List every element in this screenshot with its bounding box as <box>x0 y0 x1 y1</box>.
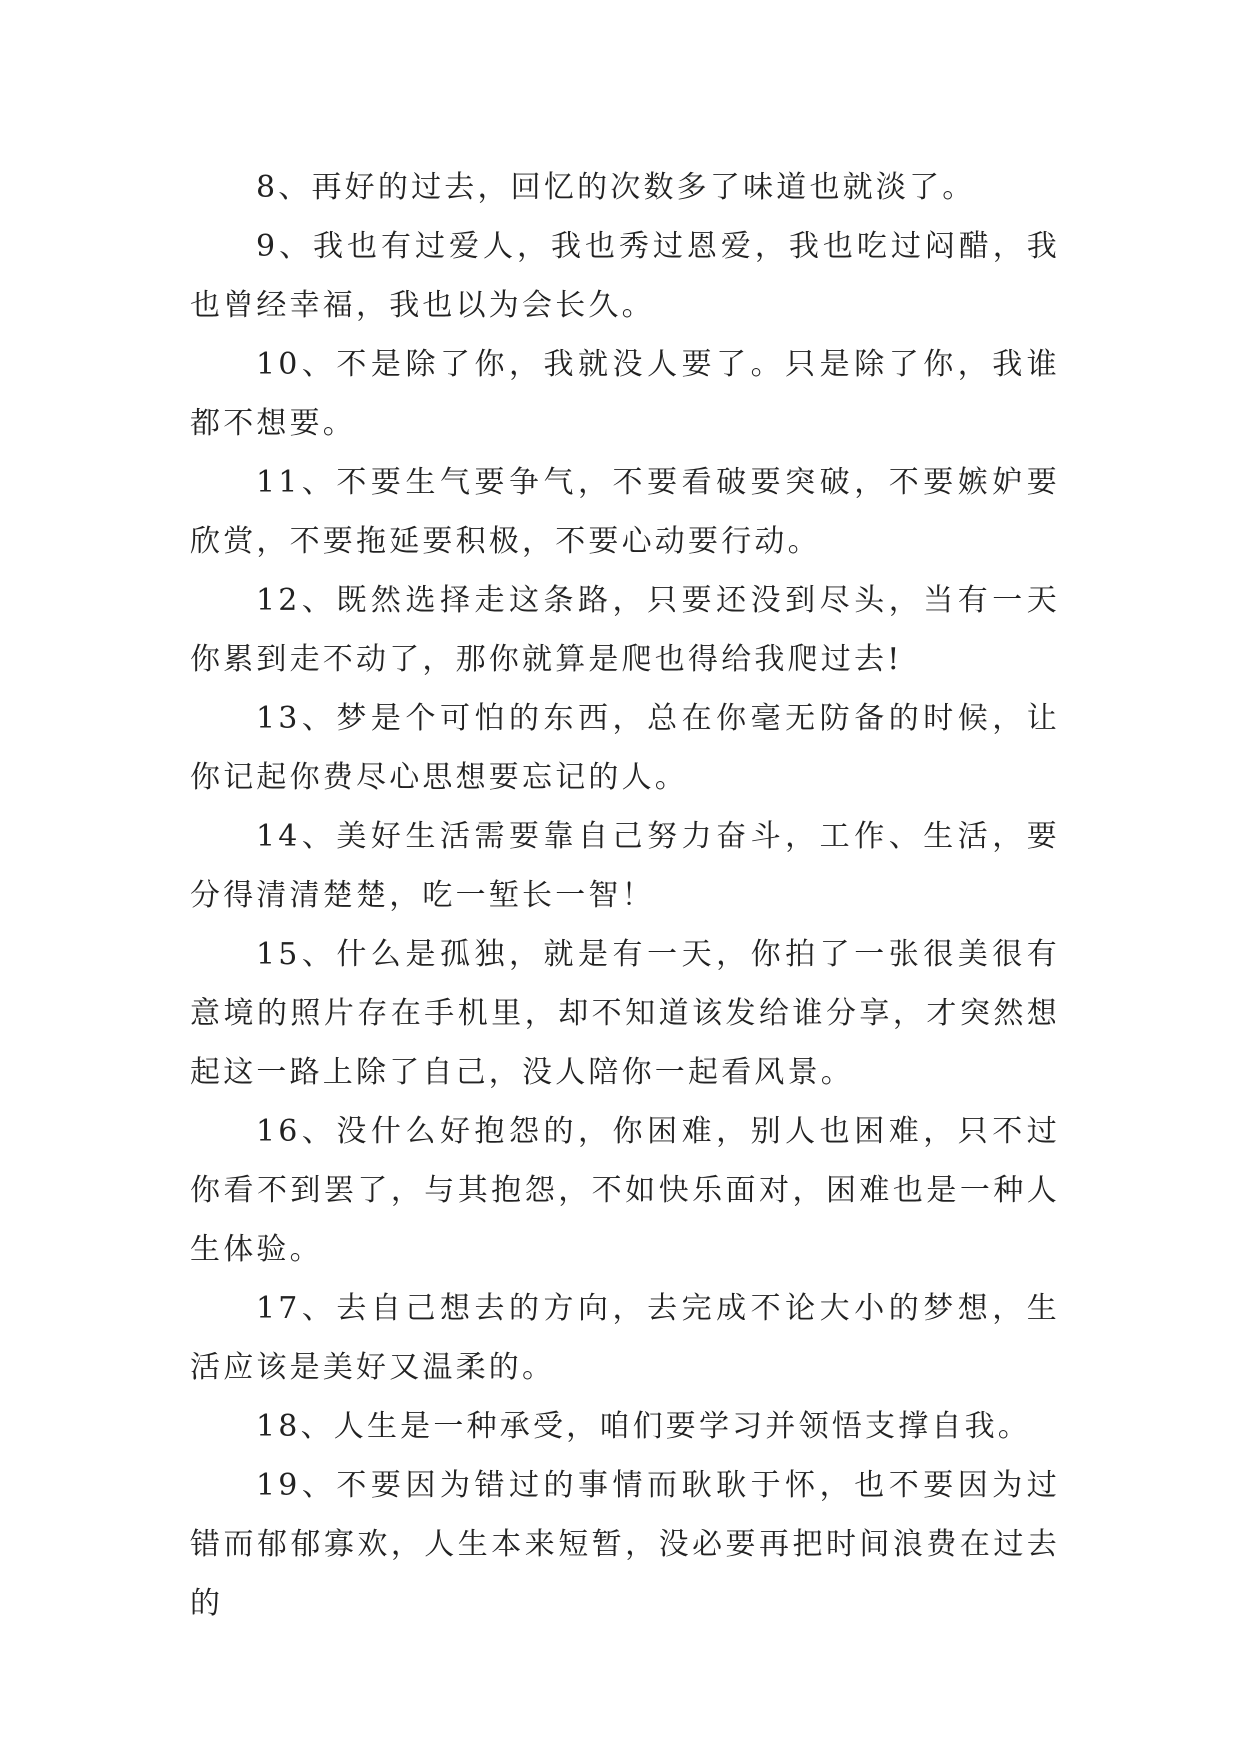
paragraph-17: 17、去自己想去的方向，去完成不论大小的梦想，生活应该是美好又温柔的。 <box>190 1291 1060 1385</box>
paragraph-19: 19、不要因为错过的事情而耿耿于怀，也不要因为过错而郁郁寡欢，人生本来短暂，没必要再把时间浪费在过去的 <box>190 1468 1060 1621</box>
paragraph-16: 16、没什么好抱怨的，你困难，别人也困难，只不过你看不到罢了，与其抱怨，不如快乐面对，困难也是一种人生体验。 <box>190 1114 1060 1267</box>
paragraph-13: 13、梦是个可怕的东西，总在你毫无防备的时候，让你记起你费尽心思想要忘记的人。 <box>190 701 1060 795</box>
paragraph-15: 15、什么是孤独，就是有一天，你拍了一张很美很有意境的照片存在手机里，却不知道该发给谁分享，才突然想起这一路上除了自己，没人陪你一起看风景。 <box>190 937 1060 1090</box>
paragraph-18: 18、人生是一种承受，咱们要学习并领悟支撑自我。 <box>256 1409 1031 1444</box>
paragraph-11: 11、不要生气要争气，不要看破要突破，不要嫉妒要欣赏，不要拖延要积极，不要心动要行动。 <box>190 465 1060 559</box>
paragraph-10: 10、不是除了你，我就没人要了。只是除了你，我谁都不想要。 <box>190 347 1060 441</box>
paragraph-14: 14、美好生活需要靠自己努力奋斗，工作、生活，要分得清清楚楚，吃一堑长一智！ <box>190 819 1060 913</box>
paragraph-9: 9、我也有过爱人，我也秀过恩爱，我也吃过闷醋，我也曾经幸福，我也以为会长久。 <box>190 229 1060 323</box>
paragraph-12: 12、既然选择走这条路，只要还没到尽头，当有一天你累到走不动了，那你就算是爬也得给我爬过去! <box>190 583 1060 677</box>
paragraph-8: 8、再好的过去，回忆的次数多了味道也就淡了。 <box>256 170 976 205</box>
document-body <box>190 158 1060 1633</box>
